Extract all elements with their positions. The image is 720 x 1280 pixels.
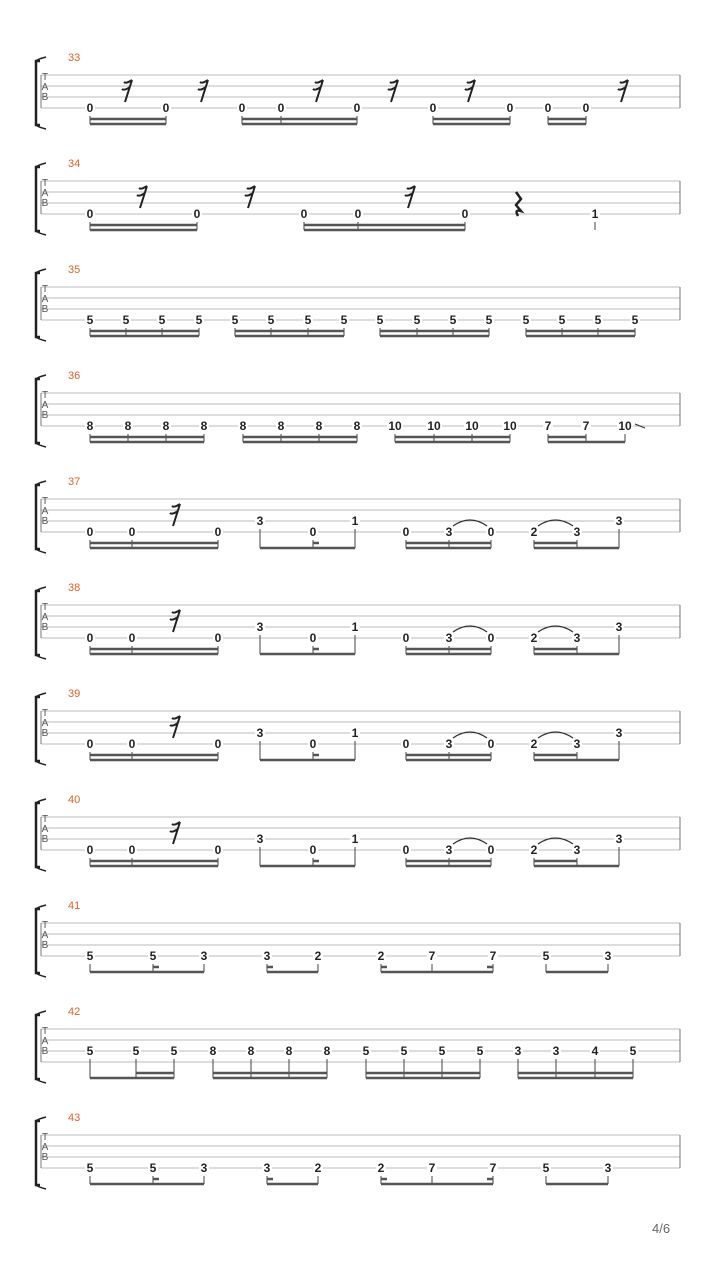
fret-number: 3: [615, 514, 623, 528]
fret-number: 0: [128, 737, 136, 751]
tab-clef-letter: T: [41, 390, 49, 401]
fret-number: 8: [124, 419, 132, 433]
fret-number: 3: [615, 620, 623, 634]
system-41: [36, 900, 680, 977]
bracket-hook-bottom: [36, 1079, 46, 1083]
tab-clef-letter: T: [41, 178, 49, 189]
bracket-hook-top: [36, 1011, 46, 1015]
fret-number: 0: [128, 525, 136, 539]
fret-number: 3: [604, 949, 612, 963]
fret-number: 10: [465, 419, 479, 433]
fret-number: 8: [86, 419, 94, 433]
fret-number: 10: [427, 419, 441, 433]
fret-number: 0: [86, 101, 94, 115]
system-bracket: [36, 273, 40, 337]
bracket-hook-top: [36, 481, 46, 485]
fret-number: 3: [256, 514, 264, 528]
fret-number: 3: [445, 737, 453, 751]
fret-number: 0: [506, 101, 514, 115]
tab-clef-letter: A: [41, 188, 49, 199]
fret-number: 5: [86, 1161, 94, 1175]
sixteenth-rest-icon: [170, 822, 180, 844]
fret-number: 0: [309, 737, 317, 751]
fret-number: 8: [162, 419, 170, 433]
measure-number: 40: [68, 794, 81, 806]
fret-number: 0: [214, 631, 222, 645]
bracket-hook-top: [36, 269, 46, 273]
fret-number: 1: [351, 832, 359, 846]
fret-number: 0: [128, 631, 136, 645]
fret-number: 0: [354, 207, 362, 221]
fret-number: 5: [594, 313, 602, 327]
bracket-hook-top: [36, 1117, 46, 1121]
fret-number: 8: [323, 1044, 331, 1058]
tab-clef-letter: A: [41, 1036, 49, 1047]
fret-number: 3: [256, 832, 264, 846]
fret-number: 3: [573, 737, 581, 751]
fret-number: 0: [128, 843, 136, 857]
fret-number: 3: [514, 1044, 522, 1058]
fret-number: 5: [304, 313, 312, 327]
fret-number: 5: [362, 1044, 370, 1058]
system-39: [36, 688, 680, 765]
fret-number: 8: [247, 1044, 255, 1058]
tab-clef-letter: B: [41, 516, 49, 527]
fret-number: 3: [256, 726, 264, 740]
fret-number: 10: [388, 419, 402, 433]
fret-number: 0: [300, 207, 308, 221]
fret-number: 5: [267, 313, 275, 327]
fret-number: 0: [487, 525, 495, 539]
fret-number: 8: [239, 419, 247, 433]
sixteenth-rest-icon: [170, 610, 180, 632]
system-bracket: [36, 61, 40, 125]
fret-number: 5: [158, 313, 166, 327]
fret-number: 0: [214, 843, 222, 857]
tab-clef-letter: T: [41, 496, 49, 507]
fret-number: 0: [86, 843, 94, 857]
fret-number: 5: [542, 1161, 550, 1175]
fret-number: 0: [162, 101, 170, 115]
fret-number: 0: [309, 843, 317, 857]
fret-number: 0: [86, 207, 94, 221]
fret-number: 0: [402, 737, 410, 751]
fret-number: 3: [200, 949, 208, 963]
tab-clef-letter: A: [41, 718, 49, 729]
page-number: 4/6: [652, 1221, 671, 1236]
fret-number: 0: [238, 101, 246, 115]
fret-number: 8: [285, 1044, 293, 1058]
sixteenth-rest-icon: [405, 186, 415, 208]
system-38: [36, 582, 680, 659]
fret-number: 0: [402, 843, 410, 857]
fret-number: 5: [631, 313, 639, 327]
tab-clef-letter: T: [41, 284, 49, 295]
fret-number: 0: [582, 101, 590, 115]
measure-number: 41: [68, 900, 81, 912]
tab-clef-letter: T: [41, 602, 49, 613]
fret-number: 2: [530, 737, 538, 751]
fret-number: 5: [86, 1044, 94, 1058]
fret-number: 5: [149, 949, 157, 963]
fret-number: 5: [86, 313, 94, 327]
fret-number: 0: [277, 101, 285, 115]
fret-number: 3: [256, 620, 264, 634]
fret-number: 3: [263, 1161, 271, 1175]
bracket-hook-top: [36, 163, 46, 167]
tab-clef-letter: B: [41, 92, 49, 103]
fret-number: 0: [402, 631, 410, 645]
fret-number: 0: [86, 525, 94, 539]
fret-number: 0: [86, 631, 94, 645]
system-bracket: [36, 167, 40, 231]
fret-number: 8: [277, 419, 285, 433]
fret-number: 5: [449, 313, 457, 327]
fret-number: 3: [573, 843, 581, 857]
bracket-hook-bottom: [36, 761, 46, 765]
fret-number: 0: [214, 737, 222, 751]
fret-number: 5: [376, 313, 384, 327]
bracket-hook-bottom: [36, 655, 46, 659]
fret-number: 3: [445, 631, 453, 645]
tab-clef-letter: B: [41, 198, 49, 209]
fret-number: 3: [573, 525, 581, 539]
fret-number: 3: [604, 1161, 612, 1175]
system-33: [36, 52, 680, 129]
fret-number: 3: [263, 949, 271, 963]
tab-clef-letter: A: [41, 82, 49, 93]
tab-clef-letter: B: [41, 834, 49, 845]
tab-clef-letter: A: [41, 824, 49, 835]
system-bracket: [36, 697, 40, 761]
tab-clef-letter: B: [41, 622, 49, 633]
fret-number: 5: [413, 313, 421, 327]
bracket-hook-top: [36, 905, 46, 909]
system-43: [36, 1112, 680, 1189]
fret-number: 2: [377, 1161, 385, 1175]
measure-number: 37: [68, 476, 81, 488]
system-35: [36, 264, 680, 341]
bracket-hook-bottom: [36, 867, 46, 871]
tab-clef-letter: A: [41, 612, 49, 623]
tab-clef-letter: A: [41, 400, 49, 411]
fret-number: 10: [503, 419, 517, 433]
tab-clef-letter: A: [41, 506, 49, 517]
tab-clef-letter: A: [41, 930, 49, 941]
fret-number: 0: [487, 737, 495, 751]
fret-number: 0: [402, 525, 410, 539]
bracket-hook-bottom: [36, 1185, 46, 1189]
system-bracket: [36, 909, 40, 973]
tab-clef-letter: A: [41, 1142, 49, 1153]
measure-number: 43: [68, 1112, 81, 1124]
fret-number: 5: [558, 313, 566, 327]
bracket-hook-bottom: [36, 549, 46, 553]
measure-number: 33: [68, 52, 81, 64]
fret-number: 5: [195, 313, 203, 327]
tab-clef-letter: B: [41, 1152, 49, 1163]
fret-number: 0: [461, 207, 469, 221]
fret-number: 7: [544, 419, 552, 433]
fret-number: 8: [315, 419, 323, 433]
fret-number: 5: [400, 1044, 408, 1058]
fret-number: 5: [476, 1044, 484, 1058]
system-bracket: [36, 803, 40, 867]
sixteenth-rest-icon: [170, 504, 180, 526]
sixteenth-rest-icon: [465, 80, 475, 102]
bracket-hook-top: [36, 587, 46, 591]
bracket-hook-bottom: [36, 443, 46, 447]
system-bracket: [36, 1015, 40, 1079]
fret-number: 1: [351, 514, 359, 528]
fret-number: 3: [200, 1161, 208, 1175]
bracket-hook-bottom: [36, 337, 46, 341]
fret-number: 0: [544, 101, 552, 115]
fret-number: 2: [314, 949, 322, 963]
fret-number: 3: [615, 832, 623, 846]
sixteenth-rest-icon: [137, 186, 147, 208]
fret-number: 3: [445, 843, 453, 857]
fret-number: 2: [314, 1161, 322, 1175]
fret-number: 5: [629, 1044, 637, 1058]
sixteenth-rest-icon: [170, 716, 180, 738]
fret-number: 0: [309, 525, 317, 539]
fret-number: 5: [231, 313, 239, 327]
sixteenth-rest-icon: [122, 80, 132, 102]
fret-number: 5: [132, 1044, 140, 1058]
sixteenth-rest-icon: [388, 80, 398, 102]
fret-number: 3: [445, 525, 453, 539]
fret-number: 0: [487, 843, 495, 857]
fret-number: 5: [86, 949, 94, 963]
system-40: [36, 794, 680, 871]
tab-clef-letter: T: [41, 1132, 49, 1143]
tab-clef-letter: T: [41, 920, 49, 931]
fret-number: 5: [485, 313, 493, 327]
fret-number: 1: [351, 620, 359, 634]
fret-number: 8: [200, 419, 208, 433]
tab-clef-letter: T: [41, 1026, 49, 1037]
measure-number: 38: [68, 582, 81, 594]
sixteenth-rest-icon: [198, 80, 208, 102]
fret-number: 7: [489, 1161, 497, 1175]
fret-number: 0: [353, 101, 361, 115]
sixteenth-rest-icon: [245, 186, 255, 208]
fret-number: 2: [530, 525, 538, 539]
fret-number: 5: [522, 313, 530, 327]
fret-number: 8: [209, 1044, 217, 1058]
fret-number: 5: [149, 1161, 157, 1175]
fret-number: 0: [214, 525, 222, 539]
fret-number: 7: [582, 419, 590, 433]
fret-number: 10: [618, 419, 632, 433]
fret-number: 5: [438, 1044, 446, 1058]
tab-clef-letter: B: [41, 728, 49, 739]
fret-number: 7: [428, 949, 436, 963]
system-42: [36, 1006, 680, 1083]
fret-number: 2: [530, 843, 538, 857]
fret-number: 5: [170, 1044, 178, 1058]
fret-number: 4: [591, 1044, 599, 1058]
measure-number: 39: [68, 688, 81, 700]
fret-number: 3: [552, 1044, 560, 1058]
bracket-hook-bottom: [36, 973, 46, 977]
fret-number: 5: [542, 949, 550, 963]
system-34: [36, 158, 680, 235]
sixteenth-rest-icon: [313, 80, 323, 102]
fret-number: 3: [573, 631, 581, 645]
tab-clef-letter: T: [41, 708, 49, 719]
measure-number: 42: [68, 1006, 81, 1018]
tab-clef-letter: T: [41, 72, 49, 83]
fret-number: 0: [487, 631, 495, 645]
sixteenth-rest-icon: [618, 80, 628, 102]
bracket-hook-top: [36, 57, 46, 61]
system-37: [36, 476, 680, 553]
system-36: [36, 370, 680, 447]
system-bracket: [36, 1121, 40, 1185]
fret-number: 0: [429, 101, 437, 115]
bracket-hook-bottom: [36, 231, 46, 235]
fret-number: 7: [489, 949, 497, 963]
system-bracket: [36, 379, 40, 443]
measure-number: 34: [68, 158, 81, 170]
measure-number: 35: [68, 264, 81, 276]
fret-number: 2: [530, 631, 538, 645]
fret-number: 3: [615, 726, 623, 740]
fret-number: 1: [351, 726, 359, 740]
tab-clef-letter: A: [41, 294, 49, 305]
fret-number: 0: [86, 737, 94, 751]
tab-clef-letter: B: [41, 410, 49, 421]
system-bracket: [36, 591, 40, 655]
tab-clef-letter: B: [41, 940, 49, 951]
fret-number: 5: [340, 313, 348, 327]
fret-number: 2: [377, 949, 385, 963]
fret-number: 7: [428, 1161, 436, 1175]
bracket-hook-top: [36, 799, 46, 803]
fret-number: 8: [353, 419, 361, 433]
bracket-hook-bottom: [36, 125, 46, 129]
fret-number: 5: [122, 313, 130, 327]
fret-number: 0: [193, 207, 201, 221]
tab-clef-letter: B: [41, 304, 49, 315]
quarter-rest-icon: [516, 192, 521, 216]
tab-clef-letter: T: [41, 814, 49, 825]
bracket-hook-top: [36, 693, 46, 697]
bracket-hook-top: [36, 375, 46, 379]
fret-number: 0: [309, 631, 317, 645]
fret-number: 1: [591, 207, 599, 221]
measure-number: 36: [68, 370, 81, 382]
tab-clef-letter: B: [41, 1046, 49, 1057]
system-bracket: [36, 485, 40, 549]
